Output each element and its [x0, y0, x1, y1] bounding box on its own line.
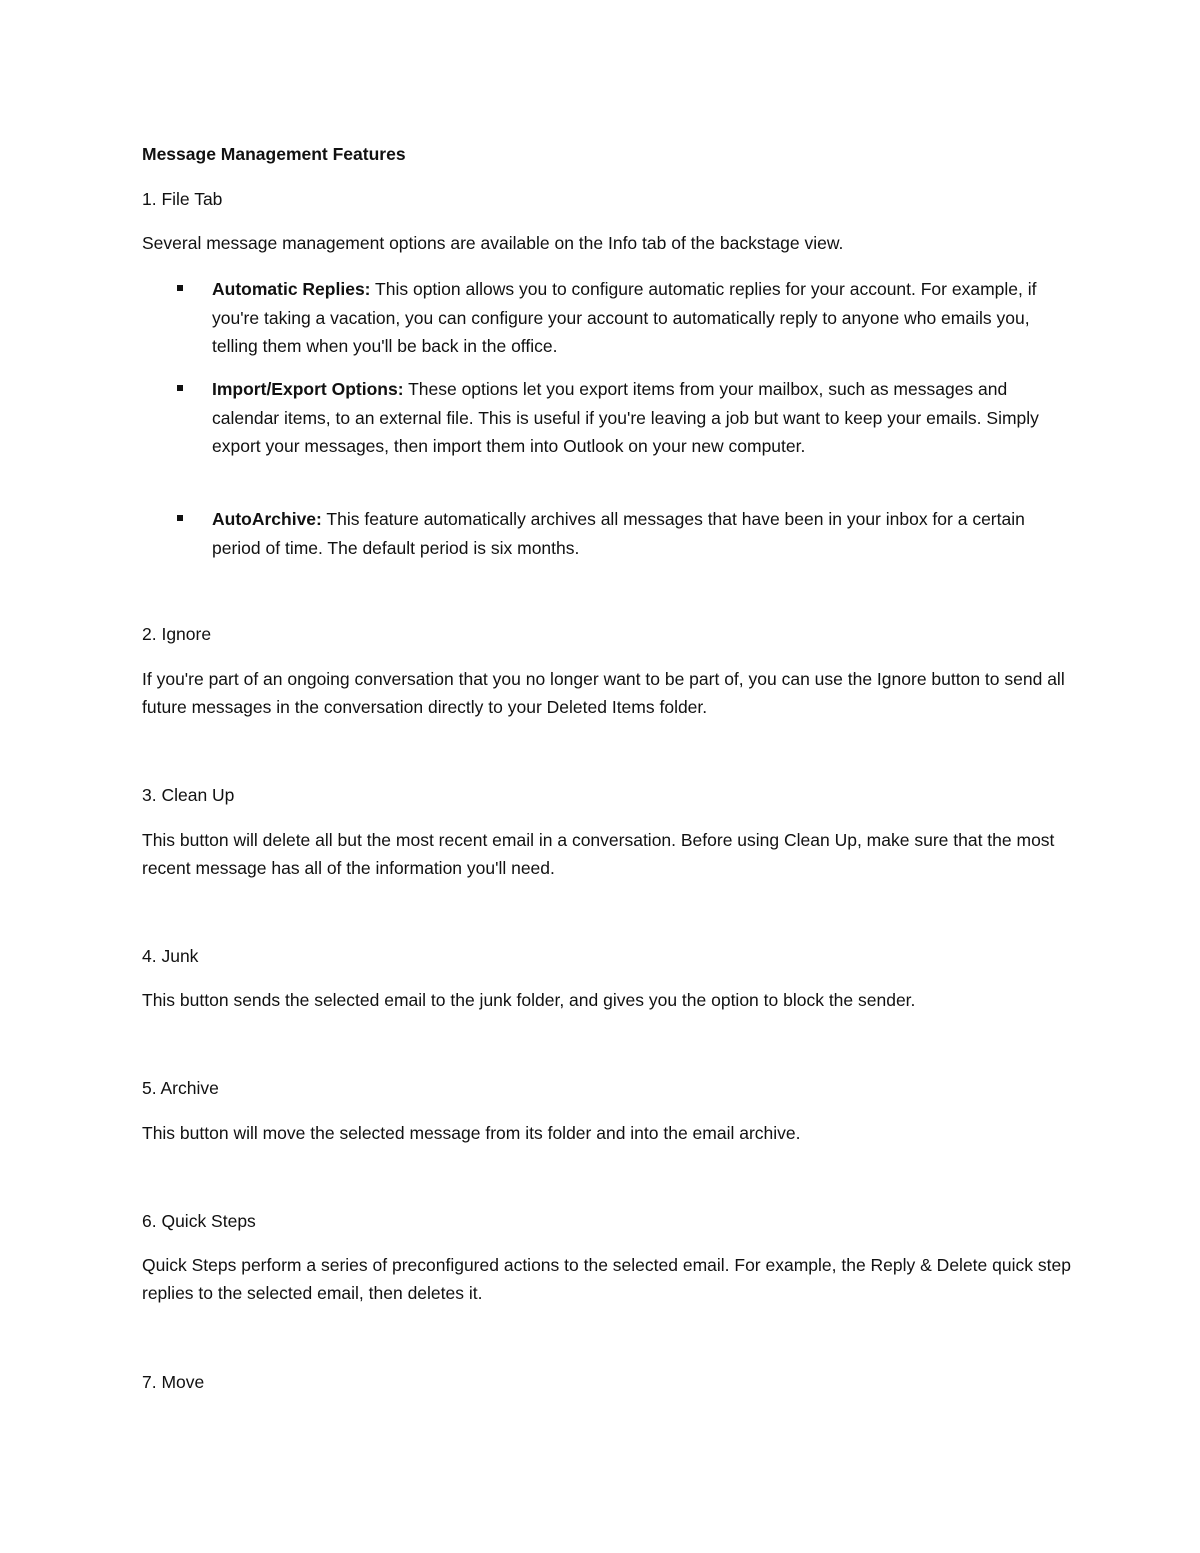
document-title: Message Management Features	[142, 144, 406, 164]
bullet-text	[212, 275, 1072, 361]
section-heading-junk: 4. Junk	[142, 946, 199, 966]
square-bullet-icon	[177, 285, 183, 291]
section-body-quick-steps: Quick Steps perform a series of preconfigured actions to the selected email. For example, the Reply & Delete quick step replies to the selected email, then deletes it.	[142, 1255, 1071, 1303]
section-heading-archive: 5. Archive	[142, 1078, 219, 1098]
section-heading-ignore: 2. Ignore	[142, 624, 212, 644]
square-bullet-icon	[177, 385, 183, 391]
section-heading-quick-steps: 6. Quick Steps	[142, 1211, 256, 1231]
section-body-junk: This button sends the selected email to the junk folder, and gives you the option to block the sender.	[142, 990, 916, 1010]
bullet-description: This feature automatically archives all messages that have been in your inbox for a certain period of time. The default period is six months.	[212, 509, 1025, 558]
bullet-description: This option allows you to configure automatic replies for your account. For example, if you're taking a vacation, you can configure your account to automatically reply to anyone who emails you, telling them when you'll be back in the office.	[212, 279, 1037, 357]
bullet-term: Automatic Replies:	[212, 279, 371, 299]
section-heading-clean-up: 3. Clean Up	[142, 785, 235, 805]
section-heading-move: 7. Move	[142, 1372, 205, 1392]
bullet-term: Import/Export Options:	[212, 379, 404, 399]
section-body-clean-up: This button will delete all but the most recent email in a conversation. Before using Clean Up, make sure that the most recent message has all of the information you'll need.	[142, 830, 1055, 878]
bullet-term: AutoArchive:	[212, 509, 322, 529]
bullet-description: These options let you export items from your mailbox, such as messages and calendar items, to an external file. This is useful if you're leaving a job but want to keep your emails. Simply export your messages, then import them into Outlook on your new computer.	[212, 379, 1039, 457]
bullet-text	[212, 375, 1072, 461]
section-intro-file-tab: Several message management options are available on the Info tab of the backstage view.	[142, 233, 844, 253]
section-body-archive: This button will move the selected message from its folder and into the email archive.	[142, 1123, 801, 1143]
bullet-text	[212, 505, 1072, 562]
section-heading-file-tab: 1. File Tab	[142, 189, 223, 209]
square-bullet-icon	[177, 515, 183, 521]
section-body-ignore: If you're part of an ongoing conversation that you no longer want to be part of, you can use the Ignore button to send all future messages in the conversation directly to your Deleted Items folder.	[142, 669, 1065, 717]
